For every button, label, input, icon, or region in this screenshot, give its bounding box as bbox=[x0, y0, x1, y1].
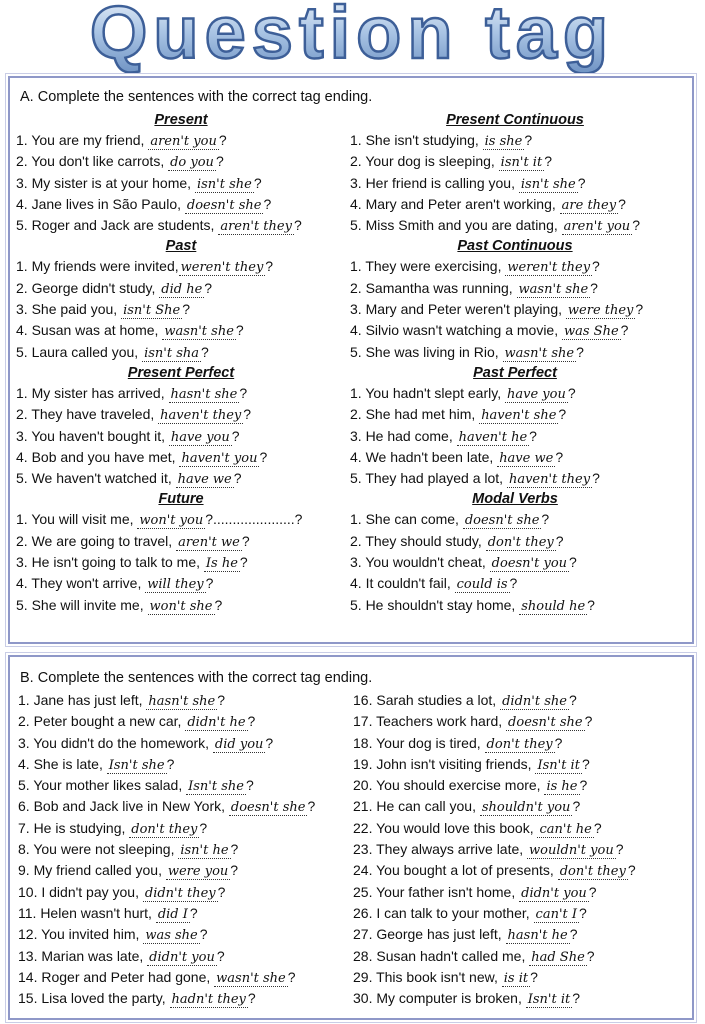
exercise-line bbox=[16, 173, 346, 194]
exercise-line bbox=[350, 151, 680, 172]
question-mark: ? bbox=[166, 755, 175, 772]
sentence-text: 2. She had met him, bbox=[350, 406, 480, 423]
question-mark: ? bbox=[555, 532, 564, 549]
sentence-text: 26. I can talk to your mother, bbox=[353, 904, 534, 921]
exercise-line bbox=[16, 447, 346, 468]
exercise-line bbox=[16, 468, 346, 489]
section-a-panel bbox=[8, 76, 694, 644]
question-mark: ? bbox=[627, 862, 636, 879]
exercise-line bbox=[18, 775, 348, 796]
exercise-line bbox=[350, 256, 680, 277]
tense-heading: Future bbox=[158, 491, 204, 508]
exercise-line bbox=[16, 299, 346, 320]
question-mark: ? bbox=[243, 406, 252, 423]
question-mark: ? bbox=[572, 990, 581, 1007]
exercise-line bbox=[353, 818, 683, 839]
sentence-text: 2. Samantha was running, bbox=[350, 279, 517, 296]
exercise-line bbox=[350, 573, 680, 594]
tense-heading: Present bbox=[154, 112, 208, 128]
sentence-text: 8. You were not sleeping, bbox=[18, 841, 179, 858]
exercise-line bbox=[353, 754, 683, 775]
tag-answer[interactable]: don't they bbox=[486, 736, 553, 752]
sentence-text: 1. My friends were invited, bbox=[16, 258, 179, 275]
exercise-line bbox=[350, 552, 680, 573]
section-a-left-column bbox=[16, 110, 346, 616]
question-mark: ? bbox=[572, 798, 581, 815]
exercise-line bbox=[353, 690, 683, 711]
question-mark: ? bbox=[576, 343, 584, 360]
tag-answer[interactable]: can't I bbox=[535, 906, 578, 922]
sentence-text: 24. You bought a lot of presents, bbox=[353, 862, 558, 879]
sentence-text: 5. We haven't watched it, bbox=[16, 470, 176, 487]
question-mark: ? bbox=[554, 734, 563, 751]
question-mark: ? bbox=[204, 279, 213, 296]
tag-answer[interactable]: doesn't she bbox=[464, 513, 540, 529]
tag-answer[interactable]: was She bbox=[564, 324, 619, 340]
sentence-text: 14. Roger and Peter had gone, bbox=[18, 968, 215, 985]
sentence-text: 2. You don't like carrots, bbox=[16, 153, 169, 170]
question-mark: ? bbox=[524, 132, 533, 148]
question-mark: ? bbox=[592, 470, 600, 487]
sentence-text: 11. Helen wasn't hurt, bbox=[18, 904, 156, 921]
sentence-text: 3. You didn't do the homework, bbox=[18, 734, 213, 751]
exercise-line bbox=[353, 903, 683, 924]
question-mark: ? bbox=[239, 384, 248, 401]
sentence-text: 3. He had come, bbox=[350, 427, 457, 444]
sentence-text: 1. She can come, bbox=[350, 511, 463, 528]
question-mark: ? bbox=[233, 470, 242, 487]
question-mark: ? bbox=[509, 575, 518, 592]
sentence-text: 2. Peter bought a new car, bbox=[18, 713, 186, 730]
question-mark: ? bbox=[635, 301, 644, 318]
question-mark: ? bbox=[199, 819, 208, 836]
tag-answer[interactable]: were they bbox=[567, 303, 634, 319]
tense-heading: Past Perfect bbox=[473, 364, 557, 381]
tag-answer[interactable]: wasn't she bbox=[164, 324, 234, 340]
question-mark: ? bbox=[263, 195, 272, 212]
tag-answer[interactable]: shouldn't you bbox=[481, 800, 571, 816]
tag-answer[interactable]: was she bbox=[145, 928, 198, 944]
question-mark: ? bbox=[588, 883, 597, 900]
tag-answer[interactable]: aren't they bbox=[220, 219, 292, 235]
sentence-text: 4. Mary and Peter aren't working, bbox=[350, 195, 560, 212]
question-mark: ? bbox=[247, 713, 256, 730]
tag-answer[interactable]: wasn't she bbox=[216, 970, 286, 986]
tag-answer[interactable]: didn't they bbox=[144, 885, 216, 901]
sentence-text: 19. John isn't visiting friends, bbox=[353, 755, 536, 772]
question-mark: ? bbox=[230, 862, 239, 879]
tag-answer[interactable]: wasn't she bbox=[504, 345, 575, 361]
question-mark: ? bbox=[590, 279, 598, 296]
exercise-line bbox=[18, 711, 348, 732]
page-title bbox=[0, 0, 705, 74]
question-mark: ? bbox=[541, 511, 550, 528]
exercise-line bbox=[16, 509, 346, 530]
tag-answer[interactable]: Isn't she bbox=[188, 779, 244, 795]
sentence-text: 15. Lisa loved the party, bbox=[18, 990, 170, 1007]
question-mark: ? bbox=[199, 926, 208, 943]
sentence-text: 1. You are my friend, bbox=[16, 132, 149, 148]
exercise-line bbox=[18, 967, 348, 988]
question-mark: ? bbox=[632, 217, 640, 234]
tag-answer[interactable]: hasn't she bbox=[148, 694, 216, 709]
tag-answer[interactable]: is it bbox=[503, 970, 529, 986]
exercise-line bbox=[350, 215, 680, 236]
question-mark: ? bbox=[620, 322, 629, 339]
question-mark: ? bbox=[287, 968, 296, 985]
tag-answer[interactable]: won't she bbox=[149, 598, 213, 614]
exercise-line bbox=[16, 215, 346, 236]
exercise-line bbox=[350, 278, 680, 299]
exercise-line bbox=[16, 595, 346, 616]
tag-answer[interactable]: haven't they bbox=[160, 408, 242, 424]
question-mark: ? bbox=[245, 777, 254, 794]
sentence-text: 5. Laura called you, bbox=[16, 343, 143, 360]
question-mark: ? bbox=[579, 777, 588, 794]
question-mark: ? bbox=[265, 258, 274, 275]
question-mark: ? bbox=[293, 217, 302, 234]
question-mark: ? bbox=[579, 904, 587, 921]
title-text: Question tag bbox=[89, 0, 615, 74]
sentence-text: 3. You haven't bought it, bbox=[16, 427, 169, 444]
tense-heading: Past Continuous bbox=[457, 238, 573, 255]
question-mark: ? bbox=[259, 448, 268, 465]
tag-answer[interactable]: Isn't she bbox=[108, 757, 165, 773]
sentence-text: 3. He isn't going to talk to me, bbox=[16, 554, 204, 571]
sentence-text: 23. They always arrive late, bbox=[353, 841, 528, 858]
question-mark: ? bbox=[584, 713, 593, 730]
sentence-text: 3. Her friend is calling you, bbox=[350, 174, 519, 191]
question-mark: ? bbox=[568, 692, 577, 708]
sentence-text: 4. Silvio wasn't watching a movie, bbox=[350, 322, 562, 339]
sentence-text: 30. My computer is broken, bbox=[353, 990, 526, 1007]
exercise-line bbox=[353, 882, 683, 903]
sentence-text: 4. She is late, bbox=[18, 755, 107, 772]
exercise-line bbox=[350, 342, 680, 363]
exercise-line bbox=[353, 733, 683, 754]
exercise-line bbox=[350, 447, 680, 468]
sentence-text: 1. Jane has just left, bbox=[18, 692, 147, 708]
question-mark: ? bbox=[217, 692, 226, 708]
exercise-line bbox=[18, 924, 348, 945]
exercise-line bbox=[16, 194, 346, 215]
sentence-text: 3. She paid you, bbox=[16, 301, 122, 318]
exercise-line bbox=[16, 320, 346, 341]
sentence-text: 25. Your father isn't home, bbox=[353, 883, 520, 900]
exercise-line bbox=[16, 573, 346, 594]
question-mark: ? bbox=[307, 798, 316, 815]
exercise-line bbox=[18, 903, 348, 924]
tag-answer[interactable]: were you bbox=[167, 864, 229, 880]
tag-answer[interactable]: don't they bbox=[487, 534, 554, 550]
tense-heading: Present Perfect bbox=[127, 364, 235, 381]
tag-answer[interactable]: can't he bbox=[539, 821, 592, 837]
sentence-text: 4. Bob and you have met, bbox=[16, 448, 180, 465]
question-mark: ? bbox=[587, 596, 595, 613]
sentence-text: 5. He shouldn't stay home, bbox=[350, 596, 520, 613]
question-mark: ? bbox=[569, 926, 578, 943]
sentence-text: 3. My sister is at your home, bbox=[16, 174, 195, 191]
sentence-text: 13. Marian was late, bbox=[18, 947, 148, 964]
exercise-line bbox=[353, 967, 683, 988]
question-mark: ? bbox=[253, 174, 262, 191]
section-a-instruction: A. Complete the sentences with the correct tag ending. bbox=[20, 89, 373, 105]
exercise-line bbox=[18, 733, 348, 754]
exercise-line bbox=[16, 552, 346, 573]
section-b-instruction: B. Complete the sentences with the correct tag ending. bbox=[20, 670, 373, 686]
question-mark: ? bbox=[615, 841, 624, 858]
tag-answer[interactable]: have we bbox=[177, 472, 232, 488]
exercise-line bbox=[350, 509, 680, 530]
tag-answer[interactable]: is he bbox=[546, 779, 578, 795]
exercise-line bbox=[18, 818, 348, 839]
question-mark: ? bbox=[618, 195, 626, 212]
exercise-line bbox=[350, 595, 680, 616]
tag-answer[interactable]: had She bbox=[531, 949, 585, 965]
sentence-text: 1. You will visit me, bbox=[16, 511, 138, 528]
tag-answer[interactable]: are they bbox=[561, 197, 617, 213]
exercise-line bbox=[18, 690, 348, 711]
sentence-text: 27. George has just left, bbox=[353, 926, 506, 943]
exercise-line bbox=[18, 882, 348, 903]
tag-answer[interactable]: haven't he bbox=[458, 429, 528, 445]
exercise-line bbox=[353, 860, 683, 881]
sentence-text: 1. She isn't studying, bbox=[350, 132, 483, 148]
sentence-text: 21. He can call you, bbox=[353, 798, 480, 815]
tag-answer[interactable]: didn't you bbox=[149, 949, 215, 965]
tag-answer[interactable]: have you bbox=[170, 429, 230, 445]
sentence-text: 3. Mary and Peter weren't playing, bbox=[350, 301, 566, 318]
sentence-text: 2. We are going to travel, bbox=[16, 532, 177, 549]
tag-answer[interactable]: won't you bbox=[139, 513, 204, 529]
tag-answer[interactable]: don't they bbox=[131, 821, 198, 837]
exercise-line bbox=[353, 946, 683, 967]
tag-answer[interactable]: Is he bbox=[205, 556, 238, 572]
sentence-text: 1. You hadn't slept early, bbox=[350, 384, 505, 401]
sentence-text: 5. Miss Smith and you are dating, bbox=[350, 217, 562, 234]
tag-answer[interactable]: did you bbox=[214, 736, 264, 752]
sentence-text: 29. This book isn't new, bbox=[353, 968, 502, 985]
exercise-line bbox=[16, 151, 346, 172]
tag-answer[interactable]: will they bbox=[147, 577, 204, 593]
tag-answer[interactable]: didn't you bbox=[521, 885, 587, 901]
exercise-line bbox=[16, 256, 346, 277]
sentence-text: 28. Susan hadn't called me, bbox=[353, 947, 530, 964]
exercise-line bbox=[350, 531, 680, 552]
tag-answer[interactable]: weren't they bbox=[180, 260, 264, 276]
question-mark: ? bbox=[544, 153, 552, 170]
question-mark: ? bbox=[529, 427, 537, 444]
tag-answer[interactable]: weren't they bbox=[507, 260, 591, 276]
tag-answer[interactable]: doesn't you bbox=[491, 556, 568, 572]
tag-answer[interactable]: isn't She bbox=[123, 303, 181, 319]
tag-answer[interactable]: haven't they bbox=[508, 472, 591, 488]
tag-answer[interactable]: hasn't he bbox=[507, 928, 568, 944]
sentence-text: 5. She will invite me, bbox=[16, 596, 148, 613]
tag-answer[interactable]: isn't he bbox=[180, 843, 229, 859]
tag-answer[interactable]: don't they bbox=[559, 864, 626, 880]
exercise-line bbox=[18, 860, 348, 881]
sentence-text: 3. You wouldn't cheat, bbox=[350, 554, 490, 571]
sentence-text: 4. Susan was at home, bbox=[16, 322, 163, 339]
question-mark: ?.....................? bbox=[205, 511, 303, 528]
section-a-right-column bbox=[350, 110, 680, 616]
sentence-text: 5. They had played a lot, bbox=[350, 470, 507, 487]
tag-answer[interactable]: did I bbox=[157, 906, 188, 922]
tag-answer[interactable]: isn't she bbox=[196, 176, 252, 192]
sentence-text: 4. Jane lives in São Paulo, bbox=[16, 195, 185, 212]
tag-answer[interactable]: did he bbox=[161, 281, 203, 297]
tag-answer[interactable]: haven't she bbox=[481, 408, 557, 424]
exercise-line bbox=[16, 383, 346, 404]
tag-answer[interactable]: isn't sha bbox=[144, 345, 200, 361]
tag-answer[interactable]: Isn't it bbox=[527, 992, 571, 1008]
exercise-line bbox=[350, 468, 680, 489]
sentence-text: 7. He is studying, bbox=[18, 819, 130, 836]
exercise-line bbox=[350, 130, 680, 151]
exercise-line bbox=[18, 839, 348, 860]
question-mark: ? bbox=[230, 841, 239, 858]
tag-answer[interactable]: do you bbox=[170, 155, 214, 171]
section-b-left-column bbox=[18, 690, 348, 1009]
exercise-line bbox=[353, 775, 683, 796]
question-mark: ? bbox=[201, 343, 209, 360]
question-mark: ? bbox=[530, 968, 538, 985]
question-mark: ? bbox=[567, 384, 576, 401]
question-mark: ? bbox=[182, 301, 190, 318]
question-mark: ? bbox=[581, 755, 590, 772]
tag-answer[interactable]: should he bbox=[521, 598, 586, 614]
tag-answer[interactable]: doesn't she bbox=[508, 715, 583, 731]
tag-answer[interactable]: doesn't she bbox=[186, 197, 262, 213]
section-b-right-column bbox=[353, 690, 683, 1009]
question-mark: ? bbox=[558, 406, 567, 423]
tag-answer[interactable]: could is bbox=[456, 577, 508, 593]
exercise-line bbox=[350, 173, 680, 194]
tense-heading: Present Continuous bbox=[446, 112, 584, 128]
section-b-panel bbox=[8, 655, 694, 1020]
sentence-text: 18. Your dog is tired, bbox=[353, 734, 485, 751]
question-mark: ? bbox=[216, 947, 225, 964]
sentence-text: 2. George didn't study, bbox=[16, 279, 160, 296]
question-mark: ? bbox=[235, 322, 244, 339]
exercise-line bbox=[350, 426, 680, 447]
sentence-text: 2. They should study, bbox=[350, 532, 486, 549]
question-mark: ? bbox=[555, 448, 564, 465]
tag-answer[interactable]: hadn't they bbox=[171, 992, 246, 1008]
question-mark: ? bbox=[239, 554, 248, 571]
question-mark: ? bbox=[577, 174, 586, 191]
exercise-line bbox=[350, 299, 680, 320]
exercise-line bbox=[353, 988, 683, 1009]
question-mark: ? bbox=[592, 258, 600, 275]
tag-answer[interactable]: doesn't she bbox=[230, 800, 306, 816]
question-mark: ? bbox=[215, 153, 224, 170]
exercise-line bbox=[350, 320, 680, 341]
tense-heading: Past bbox=[165, 238, 197, 255]
exercise-line bbox=[353, 924, 683, 945]
sentence-text: 9. My friend called you, bbox=[18, 862, 166, 879]
question-mark: ? bbox=[593, 819, 602, 836]
exercise-line bbox=[16, 342, 346, 363]
tag-answer[interactable]: didn't she bbox=[502, 694, 567, 709]
sentence-text: 4. We hadn't been late, bbox=[350, 448, 498, 465]
question-mark: ? bbox=[189, 904, 198, 921]
sentence-text: 5. She was living in Rio, bbox=[350, 343, 503, 360]
sentence-text: 12. You invited him, bbox=[18, 926, 144, 943]
exercise-line bbox=[350, 404, 680, 425]
sentence-text: 16. Sarah studies a lot, bbox=[353, 692, 501, 708]
tag-answer[interactable]: is she bbox=[484, 134, 523, 149]
exercise-line bbox=[16, 426, 346, 447]
sentence-text: 20. You should exercise more, bbox=[353, 777, 545, 794]
tag-answer[interactable]: haven't you bbox=[181, 450, 258, 466]
sentence-text: 22. You would love this book, bbox=[353, 819, 538, 836]
question-mark: ? bbox=[218, 132, 227, 148]
tag-answer[interactable]: wouldn't you bbox=[529, 843, 614, 859]
tag-answer[interactable]: aren't we bbox=[178, 534, 240, 550]
tag-answer[interactable]: have you bbox=[506, 386, 566, 402]
exercise-line bbox=[18, 796, 348, 817]
question-mark: ? bbox=[569, 554, 577, 571]
sentence-text: 2. Your dog is sleeping, bbox=[350, 153, 499, 170]
question-mark: ? bbox=[586, 947, 595, 964]
exercise-line bbox=[353, 839, 683, 860]
tag-answer[interactable]: aren't you bbox=[563, 219, 631, 235]
exercise-line bbox=[353, 711, 683, 732]
exercise-line bbox=[16, 278, 346, 299]
question-mark: ? bbox=[205, 575, 214, 592]
sentence-text: 17. Teachers work hard, bbox=[353, 713, 507, 730]
tag-answer[interactable]: isn't she bbox=[520, 176, 576, 192]
sentence-text: 10. I didn't pay you, bbox=[18, 883, 143, 900]
exercise-line bbox=[18, 988, 348, 1009]
sentence-text: 4. It couldn't fail, bbox=[350, 575, 455, 592]
exercise-line bbox=[16, 404, 346, 425]
exercise-line bbox=[350, 383, 680, 404]
exercise-line bbox=[18, 754, 348, 775]
sentence-text: 5. Roger and Jack are students, bbox=[16, 217, 219, 234]
question-mark: ? bbox=[217, 883, 226, 900]
exercise-line bbox=[18, 946, 348, 967]
exercise-line bbox=[16, 130, 346, 151]
sentence-text: 2. They have traveled, bbox=[16, 406, 159, 423]
tag-answer[interactable]: Isn't it bbox=[537, 757, 580, 773]
tense-heading: Modal Verbs bbox=[472, 491, 558, 508]
tag-answer[interactable]: wasn't she bbox=[518, 281, 589, 297]
exercise-line bbox=[353, 796, 683, 817]
sentence-text: 1. My sister has arrived, bbox=[16, 384, 169, 401]
sentence-text: 5. Your mother likes salad, bbox=[18, 777, 187, 794]
question-mark: ? bbox=[214, 596, 223, 613]
tag-answer[interactable]: aren't you bbox=[150, 134, 217, 149]
tag-answer[interactable]: isn't it bbox=[500, 155, 543, 171]
sentence-text: 6. Bob and Jack live in New York, bbox=[18, 798, 229, 815]
exercise-line bbox=[350, 194, 680, 215]
tag-answer[interactable]: hasn't she bbox=[170, 386, 238, 402]
sentence-text: 4. They won't arrive, bbox=[16, 575, 146, 592]
question-mark: ? bbox=[241, 532, 250, 549]
tag-answer[interactable]: didn't he bbox=[187, 715, 246, 731]
question-mark: ? bbox=[265, 734, 274, 751]
exercise-line bbox=[16, 531, 346, 552]
tag-answer[interactable]: have we bbox=[499, 450, 554, 466]
question-mark: ? bbox=[231, 427, 240, 444]
question-mark: ? bbox=[247, 990, 256, 1007]
sentence-text: 1. They were exercising, bbox=[350, 258, 506, 275]
